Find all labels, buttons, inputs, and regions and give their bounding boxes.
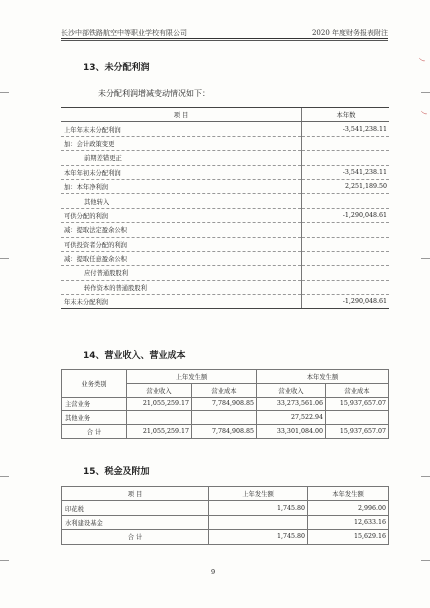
table-header-row	[62, 370, 389, 384]
table-row	[62, 530, 389, 544]
curr-cost-cell: 15,937,657.07	[326, 425, 389, 439]
row-value: -1,290,048.61	[302, 295, 390, 309]
column-header-income: 营业收入	[127, 383, 192, 397]
column-header-item: 项 目	[62, 487, 209, 501]
binding-mark	[0, 258, 9, 259]
row-value: -1,290,048.61	[302, 208, 390, 222]
column-header-category: 业务类别	[62, 370, 127, 398]
row-label: 印花税	[62, 501, 209, 515]
binding-mark	[0, 476, 9, 477]
table-row	[62, 515, 389, 529]
table-row	[61, 136, 389, 150]
prev-cost-cell: 7,784,908.85	[192, 425, 257, 439]
binding-mark	[421, 476, 430, 477]
prev-income-cell: 21,055,259.17	[127, 425, 192, 439]
binding-mark	[0, 92, 9, 93]
curr-cost-cell	[326, 411, 389, 425]
table-row	[62, 411, 389, 425]
row-value: -3,541,238.11	[302, 122, 390, 136]
taxes-surcharges-table	[61, 486, 389, 545]
column-header-cost: 营业成本	[326, 383, 389, 397]
prev-cost-cell: 7,784,908.85	[192, 397, 257, 411]
table-row	[61, 151, 389, 165]
column-header-curr-year: 本年发生额	[257, 370, 389, 384]
table-row	[61, 223, 389, 237]
table-row	[61, 280, 389, 294]
curr-income-cell: 33,301,084.00	[257, 425, 326, 439]
revenue-cost-table	[61, 369, 389, 439]
binding-mark	[0, 560, 9, 561]
column-header-income: 营业收入	[257, 383, 326, 397]
table-header-row	[61, 108, 389, 122]
table-row	[61, 179, 389, 193]
red-ink-mark: ノ	[416, 55, 427, 65]
row-label: 其他业务	[62, 411, 127, 425]
header-rule	[61, 38, 388, 39]
column-header-prev-year: 上年发生额	[209, 487, 308, 501]
row-label: 可供分配的利润	[61, 208, 302, 222]
row-label: 年末未分配利润	[61, 295, 302, 309]
row-label: 其他转入	[61, 194, 302, 208]
column-header-cost: 营业成本	[192, 383, 257, 397]
row-value	[302, 151, 390, 165]
row-label: 可供投资者分配的利润	[61, 237, 302, 251]
row-label: 加：本年净利润	[61, 179, 302, 193]
row-label: 上年年末未分配利润	[61, 122, 302, 136]
row-label: 合 计	[62, 530, 209, 544]
binding-mark	[421, 258, 430, 259]
row-label: 本年年初未分配利润	[61, 165, 302, 179]
column-header-current-year: 本年数	[302, 108, 390, 122]
table-row	[61, 251, 389, 265]
row-label: 前期差错更正	[61, 151, 302, 165]
table-row	[61, 122, 389, 136]
curr-cell: 12,633.16	[308, 515, 389, 529]
table-row	[62, 501, 389, 515]
curr-income-cell: 27,522.94	[257, 411, 326, 425]
header-rule-thin	[61, 40, 388, 41]
column-header-prev-year: 上年发生额	[127, 370, 257, 384]
row-value	[302, 223, 390, 237]
row-label: 合 计	[62, 425, 127, 439]
report-title: 2020 年度财务报表附注	[311, 29, 388, 37]
table-header-row	[62, 487, 389, 501]
company-name: 长沙中部铁路航空中等职业学校有限公司	[61, 29, 187, 37]
table-row	[61, 194, 389, 208]
page-number: 9	[211, 568, 216, 576]
section-13-title: 13、未分配利润	[83, 63, 150, 73]
red-ink-mark: ノ	[418, 108, 429, 118]
curr-cell: 2,996.00	[308, 501, 389, 515]
section-14-title: 14、营业收入、营业成本	[83, 351, 186, 361]
column-header-curr-year: 本年发生额	[308, 487, 389, 501]
prev-cell: 1,745.80	[209, 501, 308, 515]
row-value	[302, 280, 390, 294]
table-row	[61, 295, 389, 309]
table-row	[61, 266, 389, 280]
row-value	[302, 266, 390, 280]
table-row	[61, 165, 389, 179]
row-label: 减：提取任意盈余公积	[61, 251, 302, 265]
column-header-item: 项 目	[61, 108, 302, 122]
row-label: 减：提取法定盈余公积	[61, 223, 302, 237]
curr-income-cell: 33,273,561.06	[257, 397, 326, 411]
prev-cell	[209, 515, 308, 529]
table-row	[61, 208, 389, 222]
row-label: 主营业务	[62, 397, 127, 411]
row-label: 应付普通股股利	[61, 266, 302, 280]
row-label: 转作资本的普通股股利	[61, 280, 302, 294]
table-row	[62, 425, 389, 439]
prev-cell: 1,745.80	[209, 530, 308, 544]
binding-mark	[421, 92, 430, 93]
curr-cost-cell: 15,937,657.07	[326, 397, 389, 411]
table-row	[62, 397, 389, 411]
curr-cell: 15,629.16	[308, 530, 389, 544]
row-label: 加：会计政策变更	[61, 136, 302, 150]
section-15-title: 15、税金及附加	[83, 467, 150, 477]
binding-mark	[421, 560, 430, 561]
row-value: 2,251,189.50	[302, 179, 390, 193]
row-value	[302, 194, 390, 208]
section-13-subtitle: 未分配利润增减变动情况如下：	[98, 89, 210, 98]
prev-cost-cell	[192, 411, 257, 425]
table-row	[61, 237, 389, 251]
prev-income-cell: 21,055,259.17	[127, 397, 192, 411]
prev-income-cell	[127, 411, 192, 425]
row-value: -3,541,238.11	[302, 165, 390, 179]
row-value	[302, 237, 390, 251]
row-label: 水利建设基金	[62, 515, 209, 529]
row-value	[302, 136, 390, 150]
retained-earnings-table	[61, 107, 389, 309]
row-value	[302, 251, 390, 265]
